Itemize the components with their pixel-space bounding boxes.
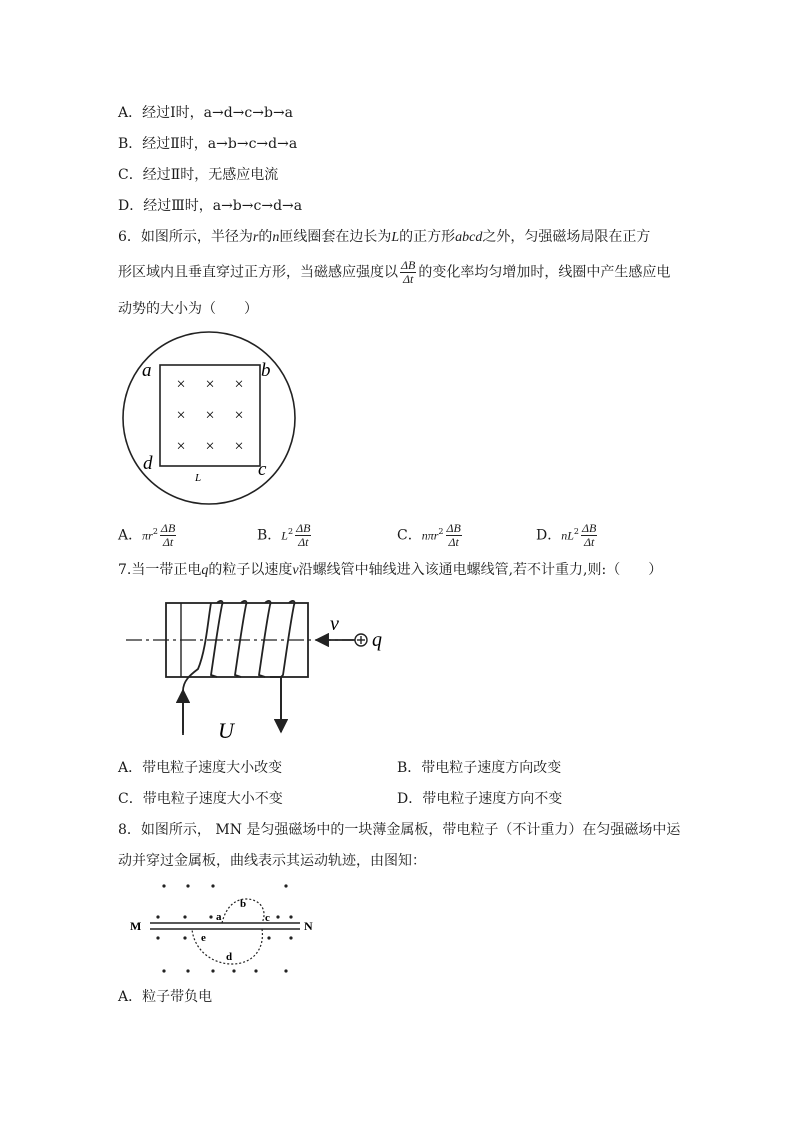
q6-text: 之外，匀强磁场局限在正方 — [482, 229, 651, 245]
label-b: b — [261, 360, 271, 381]
q7-option-a: A．带电粒子速度大小改变 — [118, 760, 283, 776]
label-a: a — [142, 360, 152, 381]
q7-var-v: v — [292, 563, 299, 578]
q6-var-abcd: abcd — [455, 230, 483, 245]
q8-stem-line1: 8．如图所示， MN 是匀强磁场中的一块薄金属板，带电粒子（不计重力）在匀强磁场中运 — [118, 822, 681, 838]
label-L: L — [195, 472, 202, 484]
label-N: N — [304, 919, 313, 933]
q8-stem-line2: 动并穿过金属板，曲线表示其运动轨迹，由图知： — [118, 853, 426, 869]
solenoid-windings — [183, 601, 295, 735]
q5-option-a: A．经过Ⅰ时，a→d→c→b→a — [118, 105, 294, 121]
q7-text: 7.当一带正电 — [118, 562, 202, 578]
q5-option-c: C．经过Ⅱ时，无感应电流 — [118, 167, 279, 183]
q6-figure — [118, 330, 308, 510]
q6-text: 形区域内且垂直穿过正方形，当磁感应强度以 — [118, 264, 398, 281]
q6-var-r: r — [252, 230, 259, 245]
field-cross: × — [234, 376, 244, 393]
label-q: q — [372, 629, 382, 651]
q7-var-q: q — [201, 563, 209, 578]
q8-option-a: A．粒子带负电 — [118, 989, 213, 1005]
q7-stem — [118, 560, 662, 581]
q6-stem-line1 — [118, 227, 650, 248]
q6-text: 匝线圈套在边长为 — [279, 229, 392, 245]
q6-text: 的 — [258, 229, 273, 245]
label-a: a — [216, 911, 222, 923]
q6-option-a: A．$\pi r^2$ $\frac{\Delta B}{\Delta t}$ — [118, 521, 176, 550]
q7-option-b: B．带电粒子速度方向改变 — [397, 760, 562, 776]
q6-text: 6．如图所示，半径为 — [118, 229, 253, 245]
q7-figure — [118, 595, 398, 745]
q7-text: 沿螺线管中轴线进入该通电螺线管,若不计重力,则:（ ） — [298, 562, 663, 578]
q6-option-d: D．$nL^2$ $\frac{\Delta B}{\Delta t}$ — [536, 521, 597, 550]
q6-option-b: B．$L^2$ $\frac{\Delta B}{\Delta t}$ — [257, 521, 311, 550]
field-cross: × — [205, 438, 215, 455]
q6-text: 的变化率均匀增加时，线圈中产生感应电 — [418, 264, 671, 281]
q6-option-fraction: $\frac{\Delta B}{\Delta t}$ — [160, 521, 176, 550]
q8-figure — [128, 878, 328, 978]
q6-option-fraction: $\frac{\Delta B}{\Delta t}$ — [296, 521, 311, 550]
label-U: U — [218, 718, 234, 743]
field-cross: × — [234, 438, 244, 455]
q6-option-fraction: $\frac{\Delta B}{\Delta t}$ — [446, 521, 461, 550]
q6-option-fraction: $\frac{\Delta B}{\Delta t}$ — [582, 521, 597, 550]
q6-stem-line2 — [118, 259, 670, 286]
q5-option-d: D．经过Ⅲ时，a→b→c→d→a — [118, 198, 303, 214]
label-c: c — [258, 459, 267, 480]
q6-stem-line3: 动势的大小为（ ） — [118, 301, 258, 317]
field-cross: × — [176, 407, 186, 424]
field-cross: × — [176, 438, 186, 455]
q5-option-b: B．经过Ⅱ时，a→b→c→d→a — [118, 136, 298, 152]
field-cross: × — [205, 407, 215, 424]
q6-option-c: C．nπr$^2$ $\frac{\Delta B}{\Delta t}$ — [397, 521, 461, 550]
q7-text: 的粒子以速度 — [208, 562, 293, 578]
q6-text: 的正方形 — [399, 229, 456, 245]
field-cross: × — [234, 407, 244, 424]
label-d: d — [226, 951, 233, 963]
field-cross: × — [205, 376, 215, 393]
q7-option-d: D．带电粒子速度方向不变 — [397, 791, 563, 807]
label-e: e — [201, 932, 206, 944]
q7-option-c: C．带电粒子速度大小不变 — [118, 791, 283, 807]
label-M: M — [130, 919, 142, 933]
label-c: c — [265, 912, 270, 924]
label-v: v — [330, 613, 339, 635]
q6-rate-fraction: $\frac{\Delta B}{\Delta t}$ — [401, 258, 416, 286]
label-b: b — [240, 898, 247, 910]
field-cross-marks — [176, 376, 243, 455]
q6-var-L: L — [391, 230, 400, 245]
q6-var-n: n — [272, 230, 280, 245]
label-d: d — [143, 453, 153, 474]
field-cross: × — [176, 376, 186, 393]
